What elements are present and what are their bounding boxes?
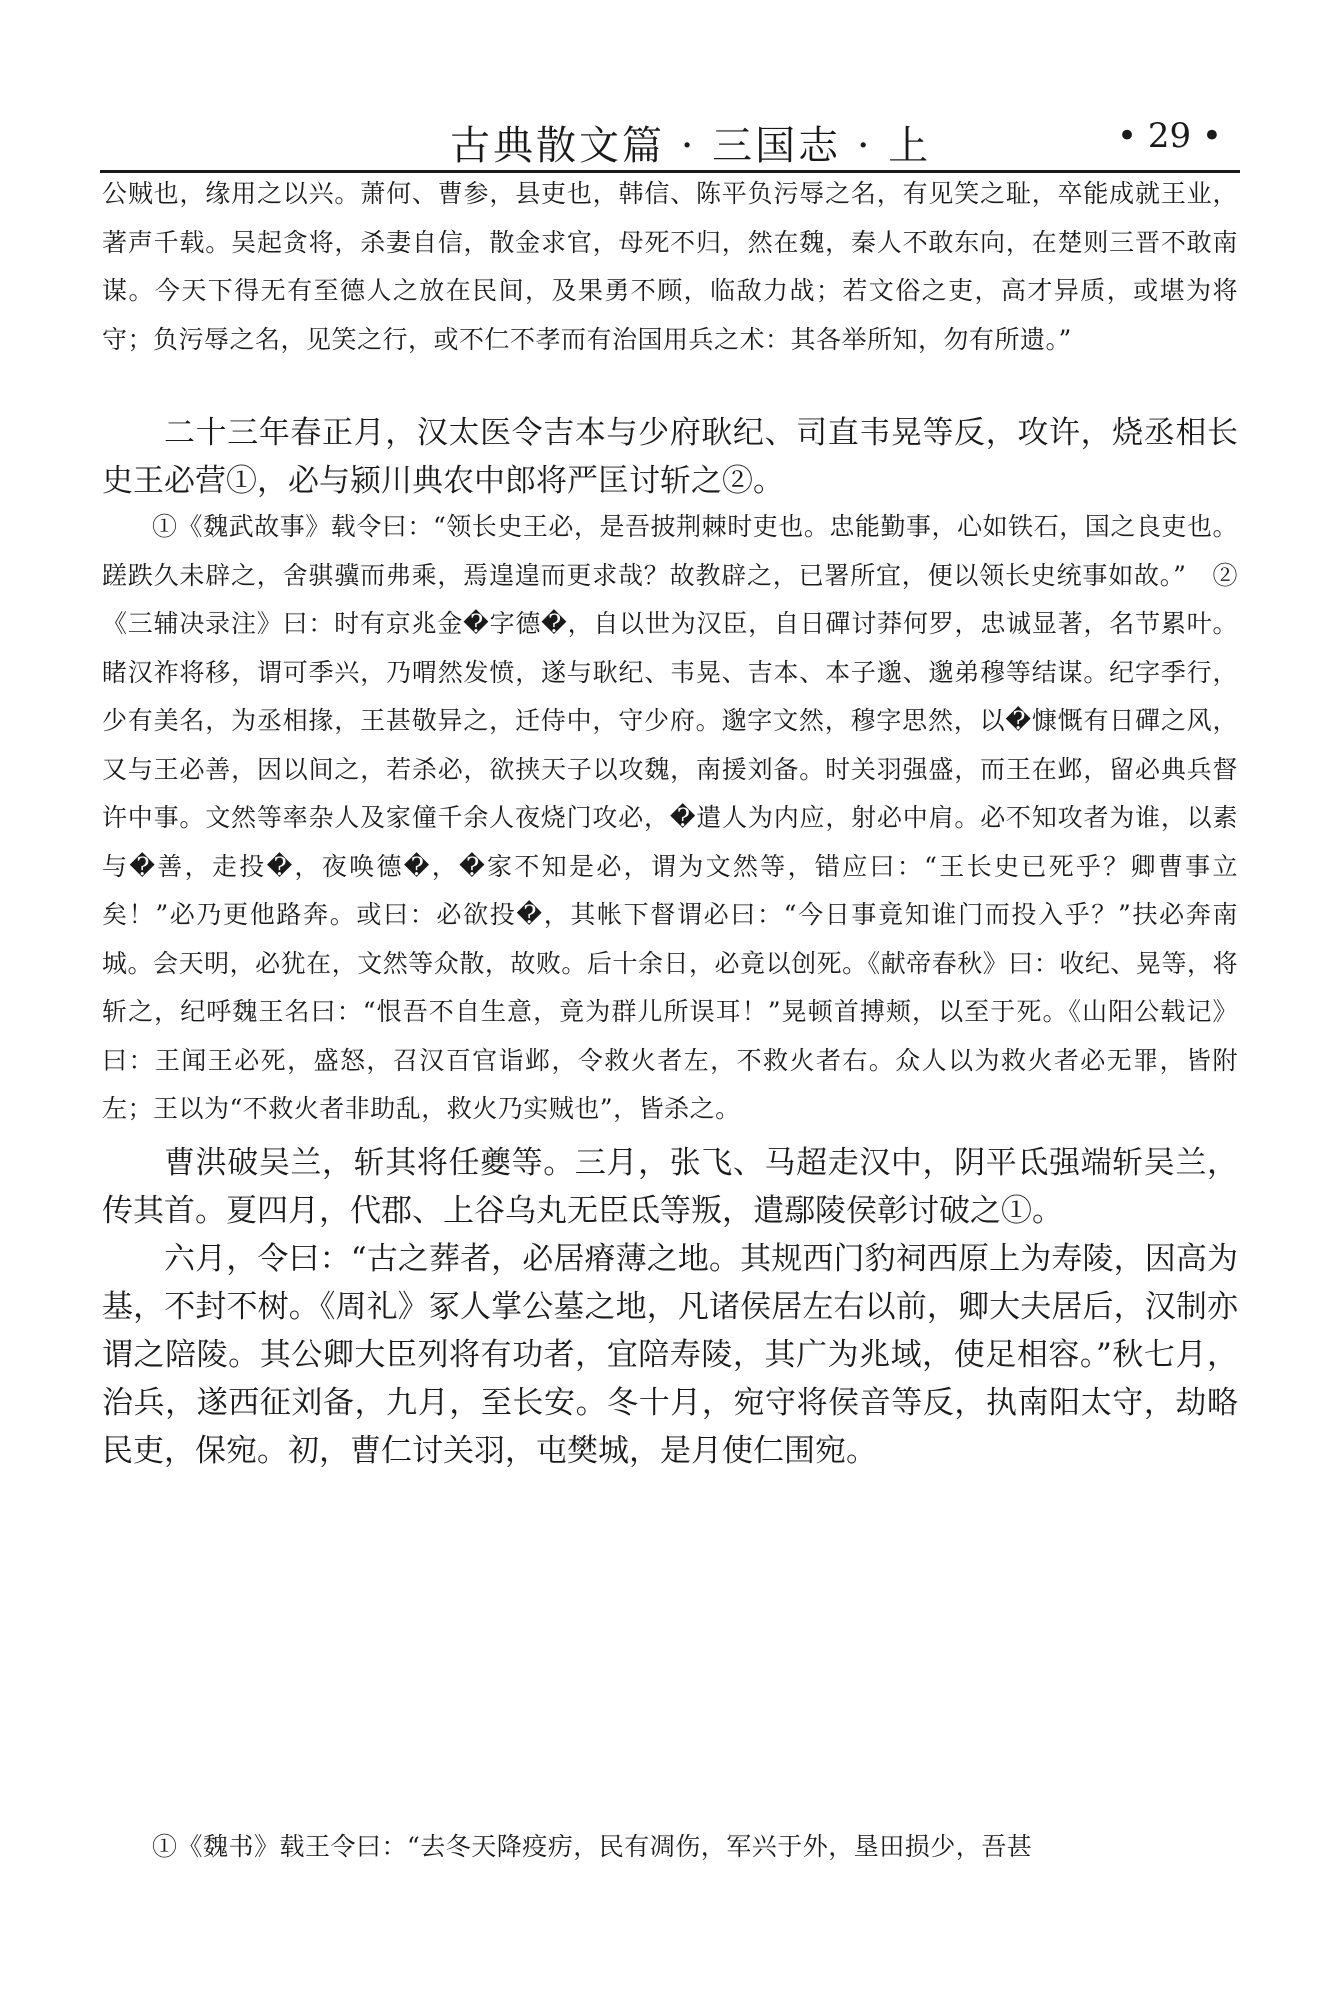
- main-text-cao-hong: 曹洪破吴兰，斩其将任夔等。三月，张飞、马超走汉中，阴平氐强端斩吴兰，传其首。夏四月，代郡、上谷乌丸无臣氐等叛，遣鄢陵侯彰讨破之①。: [102, 1145, 1238, 1229]
- annotation-wei-shu: ①《魏书》载王令曰：“去冬天降疫疠，民有凋伤，军兴于外，垦田损少，吾甚: [152, 1832, 1033, 1861]
- quoted-order-continuation: 公贼也，缘用之以兴。萧何、曹参，县吏也，韩信、陈平负污辱之名，有见笑之耻，卒能成就王业，著声千载。吴起贪将，杀妻自信，散金求官，母死不归，然在魏，秦人不敢东向，在楚则三晋不敢南谋。今天下得无有至德人之放在民间，及果勇不顾，临敌力战；若文俗之吏，高才异质，或堪为将守；负污辱之名，见笑之行，或不仁不孝而有治国用兵之术：其各举所知，勿有所遗。”: [102, 179, 1238, 354]
- running-header-title: 古典散文篇 · 三国志 · 上: [450, 123, 932, 169]
- annotation-wang-bi: ①《魏武故事》载令曰：“领长史王必，是吾披荆棘时吏也。忠能勤事，心如铁石，国之良吏也。蹉跌久未辟之，舍骐骥而弗乘，焉遑遑而更求哉？故教辟之，已署所宜，便以领长史统事如故。” ②《三辅决录注》曰：时有京兆金�字德�，自以世为汉臣，自日磾讨莽何罗，忠诚显著，名节累叶。睹汉祚将移，谓可季兴，乃喟然发愤，遂与耿纪、韦晃、吉本、本子邈、邈弟穆等结谋。纪字季行，少有美名，为丞相掾，王甚敬异之，迁侍中，守少府。邈字文然，穆字思然，以�慷慨有日磾之风，又与王必善，因以间之，若杀必，欲挟天子以攻魏，南援刘备。时关羽强盛，而王在邺，留必典兵督许中事。文然等率杂人及家僮千余人夜烧门攻必，�遣人为内应，射必中肩。必不知攻者为谁，以素与�善，走投�，夜唤德�，�家不知是必，谓为文然等，错应曰：“王长史已死乎？卿曹事立矣！”必乃更他路奔。或曰：必欲投�，其帐下督谓必曰：“今日事竟知谁门而投入乎？”扶必奔南城。会天明，必犹在，文然等众散，故败。后十余日，必竟以创死。《献帝春秋》曰：收纪、晃等，将斩之，纪呼魏王名曰：“恨吾不自生意，竟为群儿所误耳！”晃顿首搏颊，以至于死。《山阳公载记》曰：王闻王必死，盛怒，召汉百官诣邺，令救火者左，不救火者右。众人以为救火者必无罪，皆附左；王以为“不救火者非助乱，救火乃实贼也”，皆杀之。: [102, 512, 1238, 1123]
- running-header: [100, 108, 1240, 170]
- main-text-june-order: 六月，令曰：“古之葬者，必居瘠薄之地。其规西门豹祠西原上为寿陵，因高为基，不封不树。《周礼》冢人掌公墓之地，凡诸侯居左右以前，卿大夫居后，汉制亦谓之陪陵。其公卿大臣列将有功者，宜陪寿陵，其广为兆域，使足相容。”秋七月，治兵，遂西征刘备，九月，至长安。冬十月，宛守将侯音等反，执南阳太守，劫略民吏，保宛。初，曹仁讨关羽，屯樊城，是月使仁围宛。: [102, 1241, 1238, 1469]
- main-text-year-23: 二十三年春正月，汉太医令吉本与少府耿纪、司直韦晃等反，攻许，烧丞相长史王必营①，必与颍川典农中郎将严匡讨斩之②。: [102, 415, 1238, 499]
- page-number: • 29 •: [1117, 116, 1222, 156]
